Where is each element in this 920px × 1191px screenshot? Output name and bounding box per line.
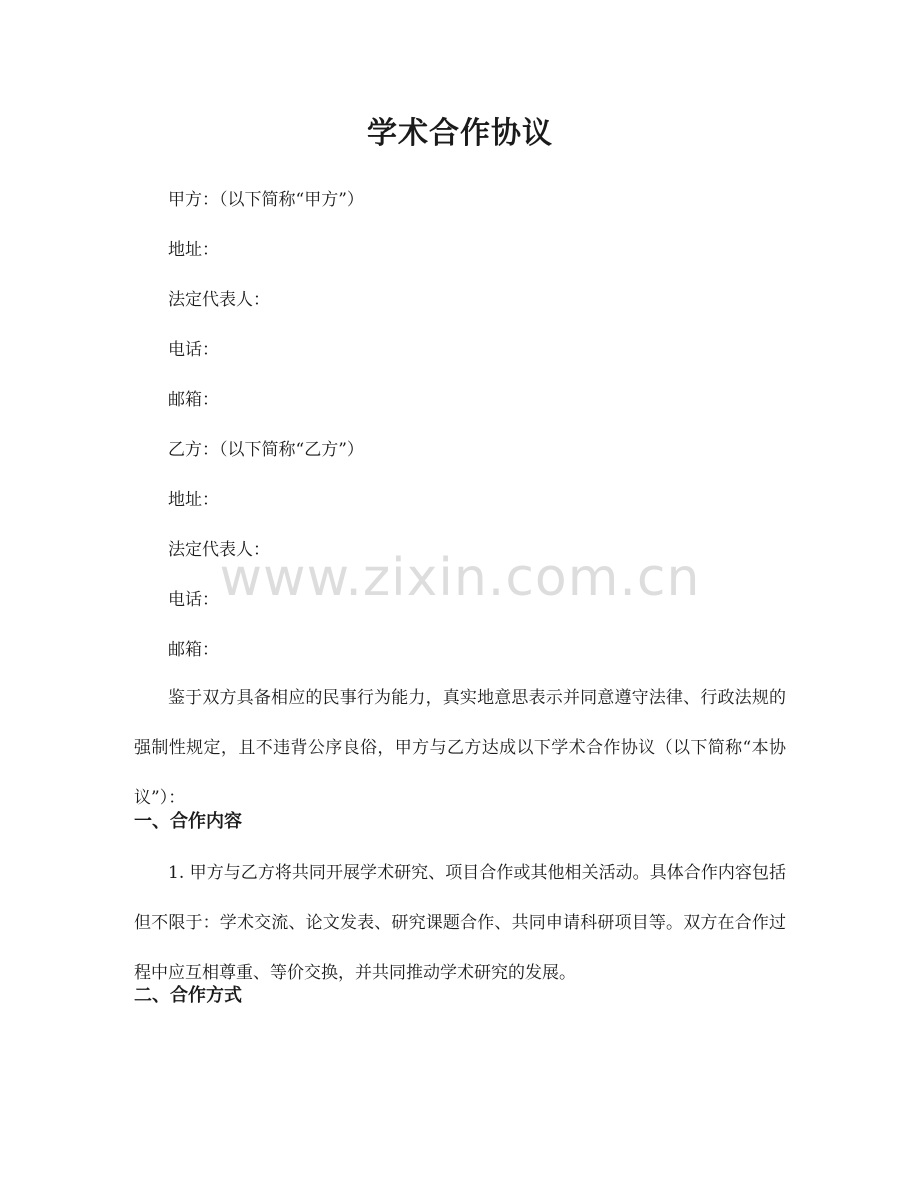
party-b-phone-label: 电话： xyxy=(168,590,219,610)
watermark-text: www.zixin.com.cn xyxy=(219,548,701,608)
party-a-phone-label: 电话： xyxy=(168,340,219,360)
party-b-name-line: 乙方：（以下简称“乙方”） xyxy=(168,440,364,460)
party-a-legal-rep-label: 法定代表人： xyxy=(168,290,270,310)
document-title: 学术合作协议 xyxy=(367,116,553,151)
party-a-address-label: 地址： xyxy=(168,240,219,260)
party-b-legal-rep-label: 法定代表人： xyxy=(168,540,270,560)
party-b-email-label: 邮箱： xyxy=(168,640,219,660)
party-a-name-line: 甲方：（以下简称“甲方”） xyxy=(168,190,364,210)
clause-paragraph-1: 1. 甲方与乙方将共同开展学术研究、项目合作或其他相关活动。具体合作内容包括但不限于：学术交流、论文发表、研究课题合作、共同申请科研项目等。双方在合作过程中应互相尊重、等价交换，并共同推动学术研究的发展。 xyxy=(134,863,786,983)
party-a-email-label: 邮箱： xyxy=(168,390,219,410)
section-heading-cooperation-content: 一、合作内容 xyxy=(134,811,242,832)
party-b-address-label: 地址： xyxy=(168,490,219,510)
preamble-paragraph: 鉴于双方具备相应的民事行为能力，真实地意思表示并同意遵守法律、行政法规的强制性规定，且不违背公序良俗，甲方与乙方达成以下学术合作协议（以下简称“本协议”）： xyxy=(134,688,786,808)
section-heading-cooperation-method: 二、合作方式 xyxy=(134,985,242,1006)
